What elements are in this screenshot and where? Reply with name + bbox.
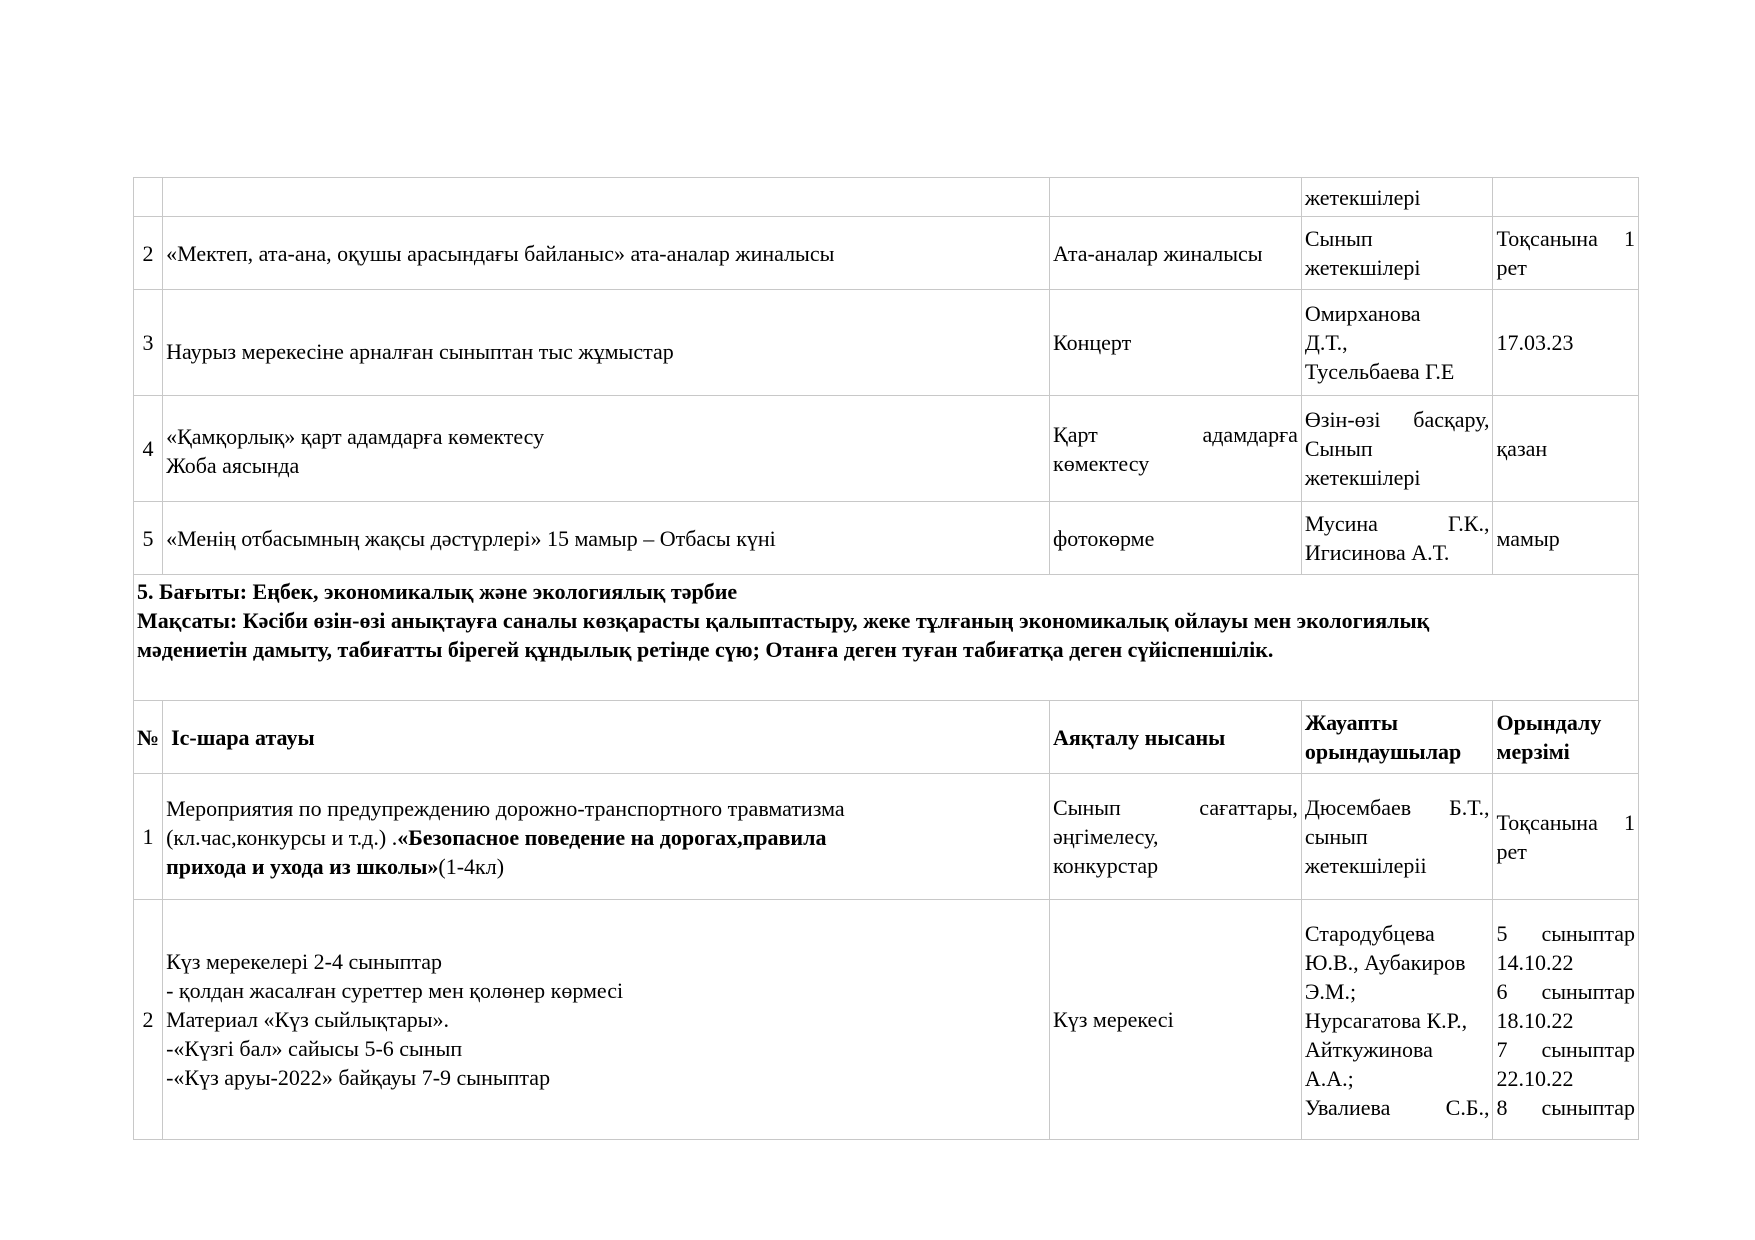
completion-form [1050, 178, 1302, 217]
event-title: «Қамқорлық» қарт адамдарға көмектесу Жоба аясында [163, 396, 1050, 502]
section-heading [134, 575, 1639, 701]
event-title: Күз мерекелері 2-4 сыныптар - қолдан жасалған суреттер мен қолөнер көрмесі Материал «Күз сыйлықтары». -«Күзгі бал» сайысы 5-6 сынып -«Күз аруы-2022» байқауы 7-9 сыныптар [163, 900, 1050, 1140]
table-row [134, 774, 1639, 900]
section-title: 5. Бағыты: Еңбек, экономикалық және экологиялық тәрбие [137, 579, 738, 604]
completion-form: Ата-аналар жиналысы [1050, 217, 1302, 290]
section-row [134, 575, 1639, 701]
responsible-cell: Мусина Г.К., Игисинова А.Т. [1301, 502, 1493, 575]
col-header-responsible: Жауапты орындаушылар [1301, 701, 1493, 774]
completion-form: Күз мерекесі [1050, 900, 1302, 1140]
table-header-row [134, 701, 1639, 774]
row-number: 1 [134, 774, 163, 900]
row-number: 4 [134, 396, 163, 502]
responsible-cell: Стародубцева Ю.В., Аубакиров Э.М.; Нурсагатова К.Р., Айткужинова А.А.; Увалиева С.Б., [1301, 900, 1493, 1140]
completion-form: фотокөрме [1050, 502, 1302, 575]
col-header-number: № [134, 701, 163, 774]
event-title: Мероприятия по предупреждению дорожно-транспортного травматизма (кл.час,конкурсы и т.д.) .«Безопасное поведение на дорогах,правила прихода и ухода из школы»(1-4кл) [163, 774, 1050, 900]
row-number: 2 [134, 217, 163, 290]
table-row [134, 290, 1639, 396]
table-row [134, 900, 1639, 1140]
table-row [134, 217, 1639, 290]
section-goal: Мақсаты: Кәсіби өзін-өзі анықтауға саналы көзқарасты қалыптастыру, жеке тұлғаның экономикалық ойлауы мен экологиялық [137, 608, 1430, 633]
event-title [163, 178, 1050, 217]
due-date: Тоқсанына 1 рет [1493, 774, 1639, 900]
due-date: қазан [1493, 396, 1639, 502]
completion-form: Қарт адамдарға көмектесу [1050, 396, 1302, 502]
due-date: 5 сыныптар 14.10.22 6 сыныптар 18.10.22 7 сыныптар 22.10.22 8 сыныптар [1493, 900, 1639, 1140]
table-row [134, 178, 1639, 217]
row-number [134, 178, 163, 217]
row-number: 5 [134, 502, 163, 575]
due-date: 17.03.23 [1493, 290, 1639, 396]
responsible-cell: Омирханова Д.Т., Тусельбаева Г.Е [1301, 290, 1493, 396]
event-title: «Менің отбасымның жақсы дәстүрлері» 15 мамыр – Отбасы күні [163, 502, 1050, 575]
row-number: 3 [134, 290, 163, 396]
responsible-cell: Дюсембаев Б.Т., сынып жетекшілеріі [1301, 774, 1493, 900]
responsible-cell: жетекшілері [1301, 178, 1493, 217]
due-date: Тоқсанына 1 рет [1493, 217, 1639, 290]
col-header-date: Орындалу мерзімі [1493, 701, 1639, 774]
event-title: Наурыз мерекесіне арналған сыныптан тыс жұмыстар [163, 290, 1050, 396]
section-goal-continued: мәдениетін дамыту, табиғатты бірегей құндылық ретінде сүю; Отанға деген туған табиғатқа деген сүйіспеншілік. [137, 637, 1274, 662]
plan-table [133, 177, 1639, 1140]
completion-form: Сынып сағаттары, әңгімелесу, конкурстар [1050, 774, 1302, 900]
row-number: 2 [134, 900, 163, 1140]
due-date [1493, 178, 1639, 217]
due-date: мамыр [1493, 502, 1639, 575]
table-row [134, 396, 1639, 502]
responsible-cell: Өзін-өзі басқару, Сынып жетекшілері [1301, 396, 1493, 502]
col-header-form: Аяқталу нысаны [1050, 701, 1302, 774]
responsible-cell: Сынып жетекшілері [1301, 217, 1493, 290]
table-row [134, 502, 1639, 575]
event-title: «Мектеп, ата-ана, оқушы арасындағы байланыс» ата-аналар жиналысы [163, 217, 1050, 290]
col-header-title: Іс-шара атауы [163, 701, 1050, 774]
completion-form: Концерт [1050, 290, 1302, 396]
